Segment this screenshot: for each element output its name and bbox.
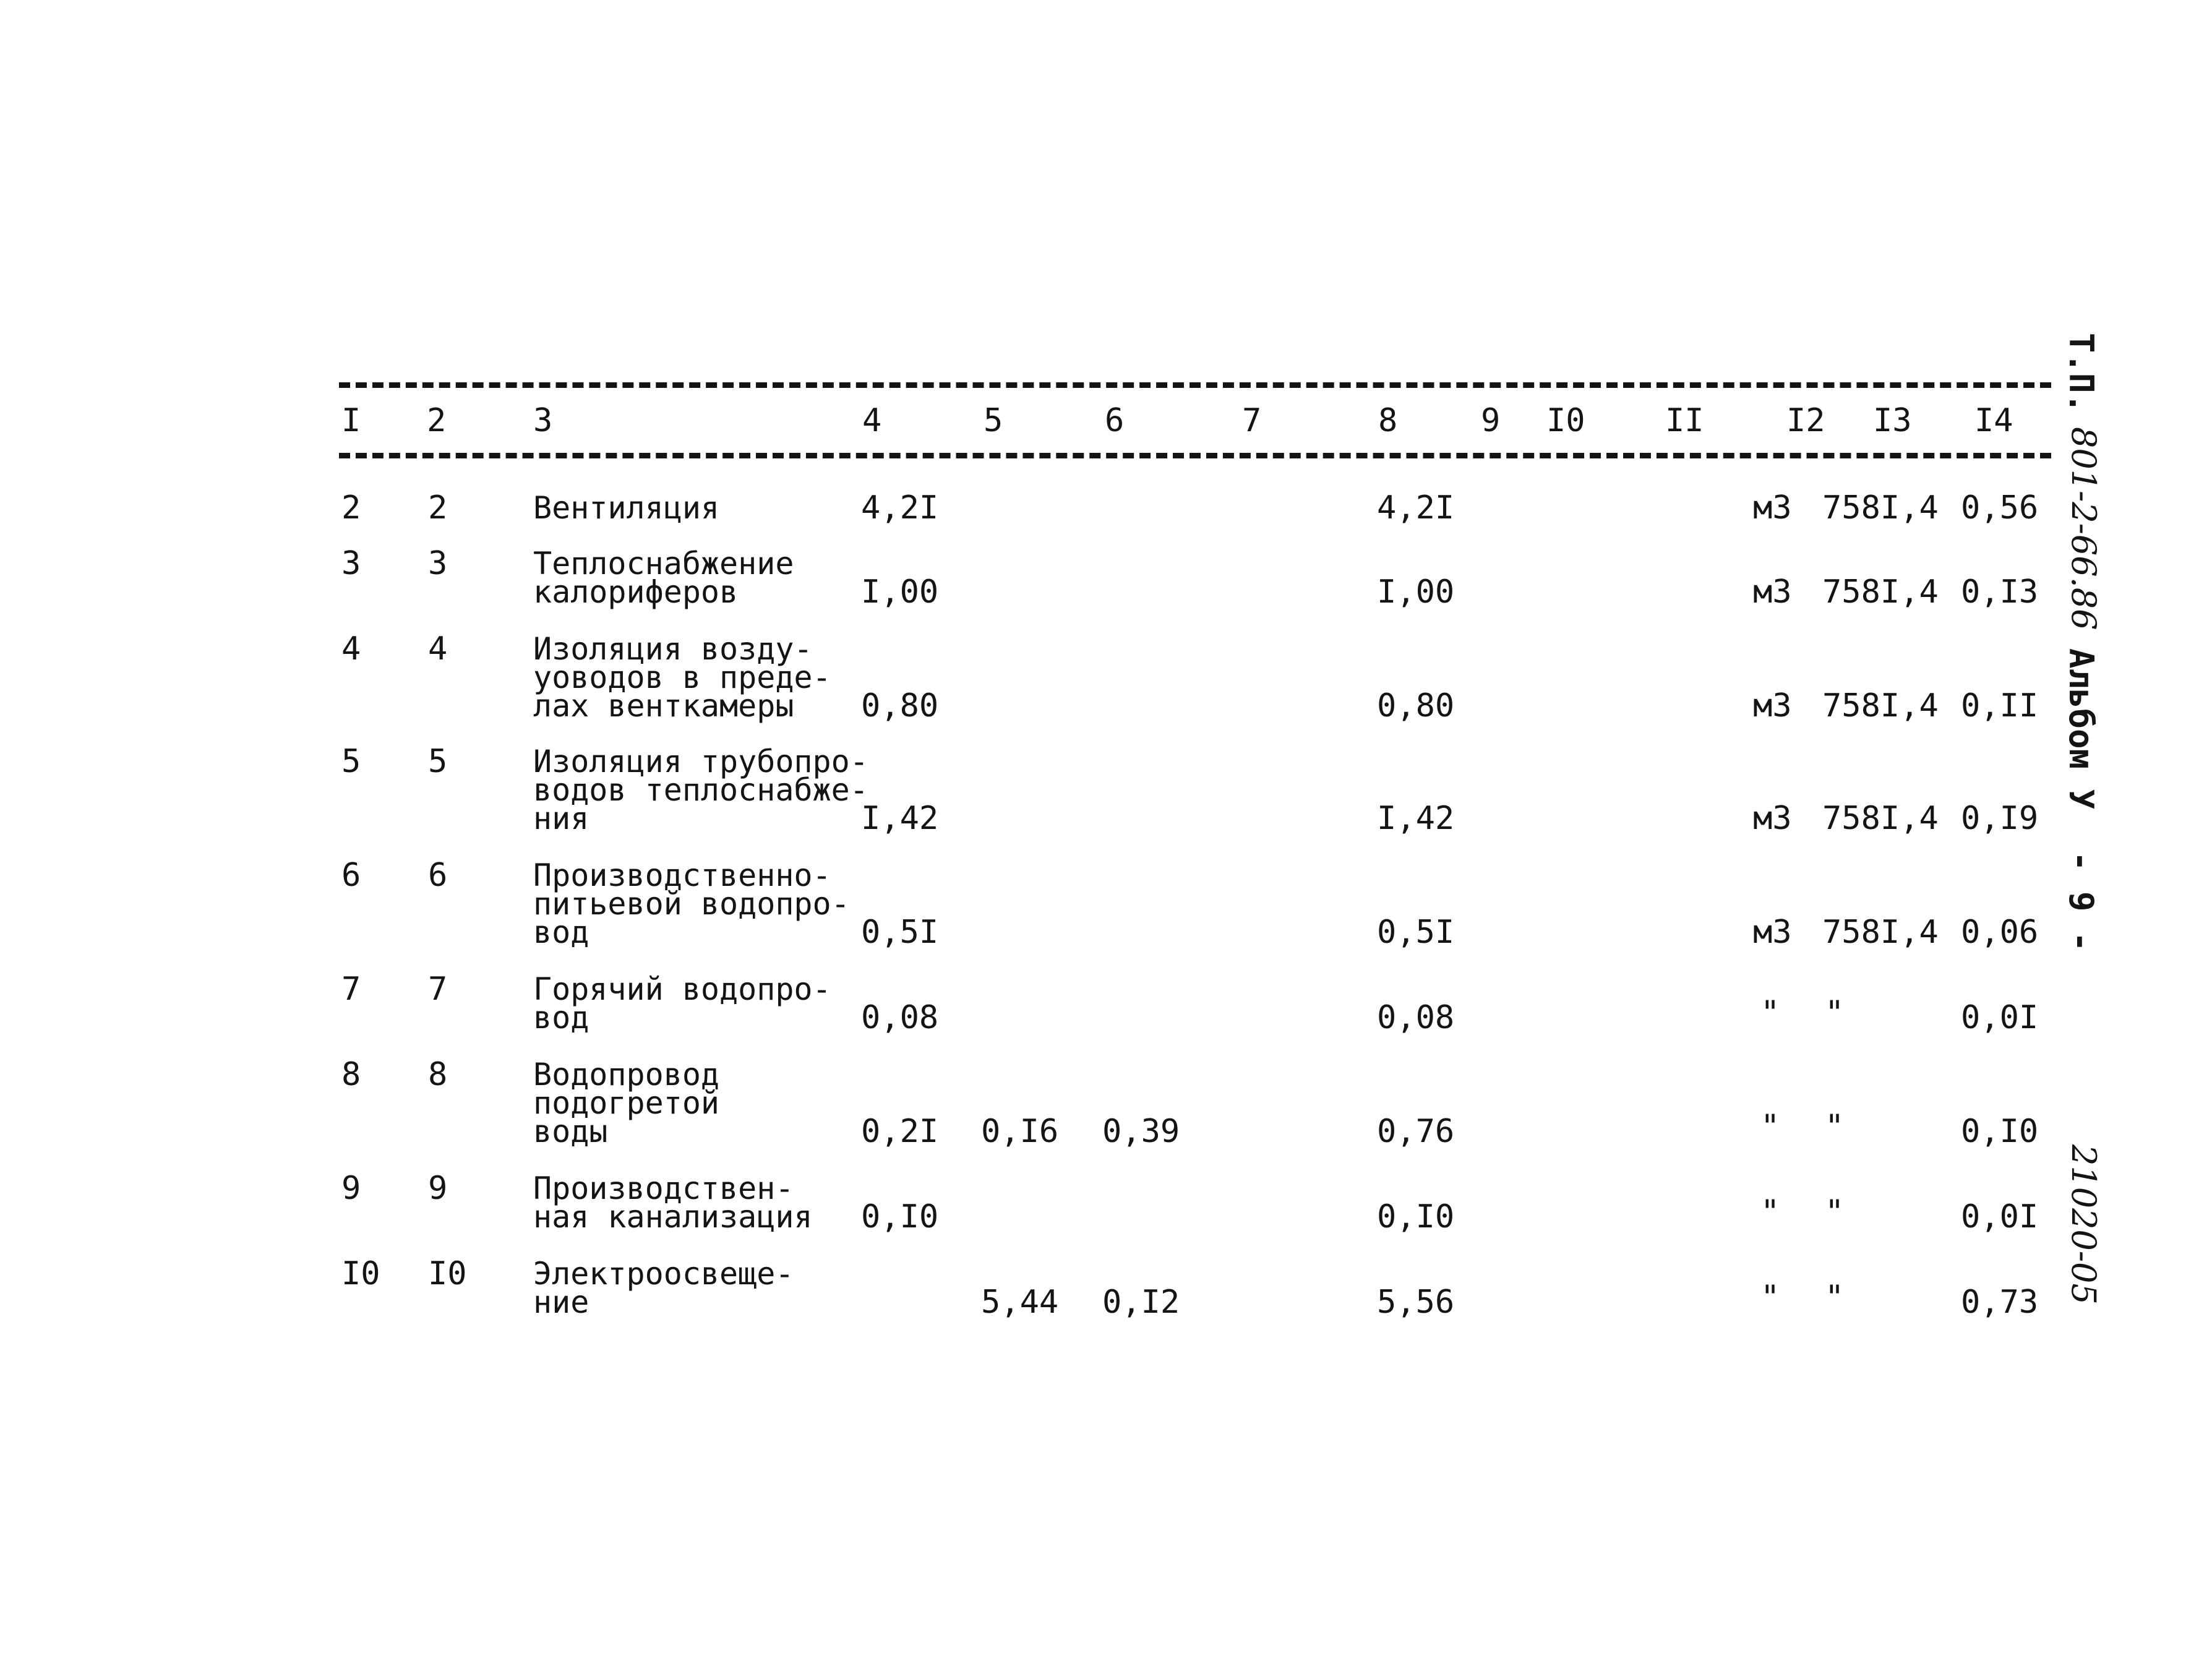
value-col-14: 0,I0 — [1961, 1113, 2039, 1150]
value-col-4: 0,80 — [861, 687, 939, 724]
work-name: Изоляция возду- уоводов в преде- лах венткамеры — [533, 631, 831, 724]
value-col-5: 0,I6 — [981, 1113, 1059, 1150]
column-header: 5 — [984, 402, 1003, 439]
value-col-5: 5,44 — [981, 1284, 1059, 1321]
row-code: 5 — [428, 743, 448, 780]
unit: м3 — [1753, 687, 1792, 724]
value-col-13: " — [1825, 1108, 1845, 1145]
row-code: 3 — [428, 545, 448, 582]
work-name: Теплоснабжение калориферов — [533, 546, 794, 610]
row-number: 2 — [341, 489, 361, 526]
row-code: 6 — [428, 857, 448, 894]
work-name: Водопровод подогретой воды — [533, 1057, 720, 1149]
column-header: 7 — [1242, 402, 1262, 439]
value-col-8: 0,5I — [1377, 914, 1455, 951]
row-number: I0 — [341, 1255, 380, 1292]
row-code: 7 — [428, 971, 448, 1008]
unit: м3 — [1753, 800, 1792, 837]
value-col-14: 0,56 — [1961, 489, 2039, 526]
work-name: Производствен- ная канализация — [533, 1170, 813, 1235]
margin-prefix: Т.П. — [2062, 333, 2101, 414]
value-col-13: " — [1825, 1279, 1845, 1316]
value-col-6: 0,39 — [1102, 1113, 1180, 1150]
work-name: Изоляция трубопро- водов теплоснабже- ния — [533, 744, 868, 836]
value-col-14: 0,06 — [1961, 914, 2039, 951]
table-header-rule — [339, 453, 2051, 458]
work-name: Электроосвеще- ние — [533, 1256, 794, 1320]
value-col-13: 758I,4 — [1822, 573, 1939, 611]
column-header: 3 — [533, 402, 553, 439]
row-number: 5 — [341, 743, 361, 780]
unit: м3 — [1753, 573, 1792, 611]
column-header: II — [1665, 402, 1704, 439]
margin-inventory-number: 21020-05 — [2064, 1144, 2103, 1305]
row-code: 4 — [428, 630, 448, 668]
unit: м3 — [1753, 914, 1792, 951]
row-number: 9 — [341, 1170, 361, 1207]
unit: " — [1760, 1279, 1780, 1316]
value-col-4: I,42 — [861, 800, 939, 837]
value-col-8: 0,08 — [1377, 999, 1455, 1036]
row-number: 8 — [341, 1056, 361, 1093]
value-col-8: 0,76 — [1377, 1113, 1455, 1150]
value-col-14: 0,I3 — [1961, 573, 2039, 611]
margin-album: Альбом У — [2062, 648, 2101, 810]
work-name: Производственно- питьевой водопро- вод — [533, 857, 850, 950]
column-header: 8 — [1378, 402, 1398, 439]
row-code: 2 — [428, 489, 448, 526]
margin-project-code: 801-2-66.86 — [2064, 427, 2103, 630]
column-header: I0 — [1546, 402, 1585, 439]
value-col-4: 4,2I — [861, 489, 939, 526]
column-header: I3 — [1873, 402, 1912, 439]
row-code: 9 — [428, 1170, 448, 1207]
unit: " — [1760, 1108, 1780, 1145]
unit: " — [1760, 994, 1780, 1031]
unit: м3 — [1753, 489, 1792, 526]
value-col-8: 0,80 — [1377, 687, 1455, 724]
value-col-8: 4,2I — [1377, 489, 1455, 526]
value-col-4: 0,2I — [861, 1113, 939, 1150]
value-col-8: I,42 — [1377, 800, 1455, 837]
value-col-14: 0,0I — [1961, 1198, 2039, 1235]
value-col-6: 0,I2 — [1102, 1284, 1180, 1321]
column-header: 4 — [862, 402, 882, 439]
value-col-14: 0,I9 — [1961, 800, 2039, 837]
work-name: Горячий водопро- вод — [533, 971, 831, 1036]
value-col-8: I,00 — [1377, 573, 1455, 611]
column-header: I4 — [1974, 402, 2013, 439]
column-header: I — [341, 402, 361, 439]
column-header: 2 — [427, 402, 447, 439]
value-col-4: 0,08 — [861, 999, 939, 1036]
value-col-4: I,00 — [861, 573, 939, 611]
row-number: 4 — [341, 630, 361, 668]
value-col-14: 0,73 — [1961, 1284, 2039, 1321]
row-code: I0 — [428, 1255, 467, 1292]
value-col-8: 5,56 — [1377, 1284, 1455, 1321]
value-col-13: " — [1825, 994, 1845, 1031]
value-col-13: 758I,4 — [1822, 800, 1939, 837]
value-col-14: 0,0I — [1961, 999, 2039, 1036]
column-header: 6 — [1105, 402, 1125, 439]
row-number: 6 — [341, 857, 361, 894]
table-top-rule — [339, 382, 2051, 388]
value-col-4: 0,I0 — [861, 1198, 939, 1235]
row-number: 3 — [341, 545, 361, 582]
value-col-13: 758I,4 — [1822, 687, 1939, 724]
value-col-4: 0,5I — [861, 914, 939, 951]
row-number: 7 — [341, 971, 361, 1008]
unit: " — [1760, 1193, 1780, 1230]
value-col-14: 0,II — [1961, 687, 2039, 724]
value-col-13: 758I,4 — [1822, 914, 1939, 951]
row-code: 8 — [428, 1056, 448, 1093]
column-header: 9 — [1481, 402, 1501, 439]
value-col-8: 0,I0 — [1377, 1198, 1455, 1235]
value-col-13: " — [1825, 1193, 1845, 1230]
value-col-13: 758I,4 — [1822, 489, 1939, 526]
margin-page-number: - 9 - — [2062, 851, 2101, 952]
column-header: I2 — [1786, 402, 1825, 439]
work-name: Вентиляция — [533, 490, 720, 526]
